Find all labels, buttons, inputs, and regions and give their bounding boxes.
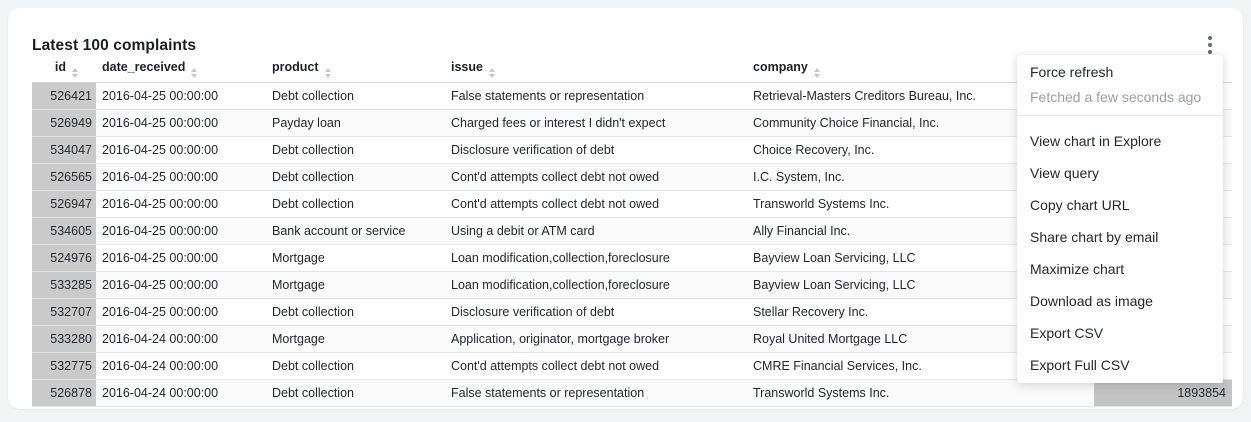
menu-item-view-query[interactable]: View query: [1030, 165, 1100, 181]
cell-product: Mortgage: [266, 244, 445, 271]
cell-product: Mortgage: [266, 271, 445, 298]
cell-issue: Disclosure verification of debt: [445, 298, 747, 325]
column-header-label: product: [272, 59, 319, 74]
menu-item-share-chart-by-email[interactable]: Share chart by email: [1030, 229, 1159, 245]
cell-issue: Cont'd attempts collect debt not owed: [445, 190, 747, 217]
cell-company: Bayview Loan Servicing, LLC: [747, 271, 1048, 298]
cell-issue: Charged fees or interest I didn't expect: [445, 109, 747, 136]
cell-product: Debt collection: [266, 190, 445, 217]
cell-issue: Cont'd attempts collect debt not owed: [445, 352, 747, 379]
cell-date_received: 2016-04-25 00:00:00: [96, 217, 266, 244]
cell-product: Payday loan: [266, 109, 445, 136]
cell-date_received: 2016-04-24 00:00:00: [96, 352, 266, 379]
cell-product: Debt collection: [266, 163, 445, 190]
sort-arrows-icon: [72, 68, 78, 78]
cell-id: 526947: [32, 190, 96, 217]
cell-id: 533285: [32, 271, 96, 298]
menu-item-download-as-image[interactable]: Download as image: [1030, 293, 1153, 309]
cell-date_received: 2016-04-24 00:00:00: [96, 325, 266, 352]
column-header-label: date_received: [102, 59, 186, 74]
cell-product: Mortgage: [266, 325, 445, 352]
menu-item-view-chart-in-explore[interactable]: View chart in Explore: [1030, 133, 1162, 149]
cell-id: 524976: [32, 244, 96, 271]
cell-company: Royal United Mortgage LLC: [747, 325, 1048, 352]
menu-item-maximize-chart[interactable]: Maximize chart: [1030, 261, 1125, 277]
cell-id: 532775: [32, 352, 96, 379]
sort-arrows-icon: [325, 68, 331, 78]
cell-date_received: 2016-04-25 00:00:00: [96, 244, 266, 271]
column-header-product[interactable]: [266, 56, 445, 82]
cell-issue: Cont'd attempts collect debt not owed: [445, 163, 747, 190]
sort-arrows-icon: [191, 68, 197, 78]
column-header-label: id: [54, 59, 66, 74]
cell-product: Debt collection: [266, 82, 445, 109]
column-header-issue[interactable]: [445, 56, 747, 82]
cell-issue: Application, originator, mortgage broker: [445, 325, 747, 352]
menu-item-force-refresh[interactable]: Force refresh: [1030, 64, 1114, 80]
cell-product: Bank account or service: [266, 217, 445, 244]
numeric-value-bar: 1893854: [1094, 380, 1232, 406]
column-header-id[interactable]: [32, 56, 96, 82]
cell-issue: Loan modification,collection,foreclosure: [445, 271, 747, 298]
cell-company: Stellar Recovery Inc.: [747, 298, 1048, 325]
cell-date_received: 2016-04-24 00:00:00: [96, 379, 266, 406]
cell-id: 526949: [32, 109, 96, 136]
cell-company: Retrieval-Masters Creditors Bureau, Inc.: [747, 82, 1048, 109]
cell-issue: Disclosure verification of debt: [445, 136, 747, 163]
cell-id: 532707: [32, 298, 96, 325]
sort-arrows-icon: [489, 68, 495, 78]
chart-title: Latest 100 complaints: [32, 37, 197, 54]
column-header-label: issue: [451, 59, 483, 74]
cell-date_received: 2016-04-25 00:00:00: [96, 190, 266, 217]
cell-date_received: 2016-04-25 00:00:00: [96, 82, 266, 109]
cell-company: Ally Financial Inc.: [747, 217, 1048, 244]
cell-product: Debt collection: [266, 352, 445, 379]
cell-company: I.C. System, Inc.: [747, 163, 1048, 190]
cell-date_received: 2016-04-25 00:00:00: [96, 136, 266, 163]
chart-options-menu: [1017, 55, 1223, 383]
cell-id: 526565: [32, 163, 96, 190]
cell-id: 526878: [32, 379, 96, 406]
cell-date_received: 2016-04-25 00:00:00: [96, 298, 266, 325]
column-header-date_received[interactable]: [96, 56, 266, 82]
cell-id: 534605: [32, 217, 96, 244]
cell-product: Debt collection: [266, 298, 445, 325]
menu-item-copy-chart-url[interactable]: Copy chart URL: [1030, 197, 1130, 213]
cell-id: 534047: [32, 136, 96, 163]
column-header-company[interactable]: [747, 56, 1048, 82]
cell-company: Bayview Loan Servicing, LLC: [747, 244, 1048, 271]
sort-arrows-icon: [814, 68, 820, 78]
menu-item-fetched-status: Fetched a few seconds ago: [1030, 89, 1202, 105]
cell-extra: [1048, 379, 1232, 406]
menu-item-export-full-csv[interactable]: Export Full CSV: [1030, 357, 1130, 373]
cell-date_received: 2016-04-25 00:00:00: [96, 271, 266, 298]
cell-date_received: 2016-04-25 00:00:00: [96, 109, 266, 136]
cell-issue: Using a debit or ATM card: [445, 217, 747, 244]
table-row: [32, 379, 1232, 406]
cell-id: 526421: [32, 82, 96, 109]
cell-issue: False statements or representation: [445, 379, 747, 406]
cell-company: Transworld Systems Inc.: [747, 190, 1048, 217]
cell-product: Debt collection: [266, 379, 445, 406]
column-header-label: company: [753, 59, 808, 74]
cell-issue: False statements or representation: [445, 82, 747, 109]
cell-company: Community Choice Financial, Inc.: [747, 109, 1048, 136]
cell-company: CMRE Financial Services, Inc.: [747, 352, 1048, 379]
cell-issue: Loan modification,collection,foreclosure: [445, 244, 747, 271]
cell-id: 533280: [32, 325, 96, 352]
cell-product: Debt collection: [266, 136, 445, 163]
menu-item-export-csv[interactable]: Export CSV: [1030, 325, 1104, 341]
cell-company: Choice Recovery, Inc.: [747, 136, 1048, 163]
menu-divider: [1017, 115, 1223, 116]
cell-date_received: 2016-04-25 00:00:00: [96, 163, 266, 190]
cell-company: Transworld Systems Inc.: [747, 379, 1048, 406]
